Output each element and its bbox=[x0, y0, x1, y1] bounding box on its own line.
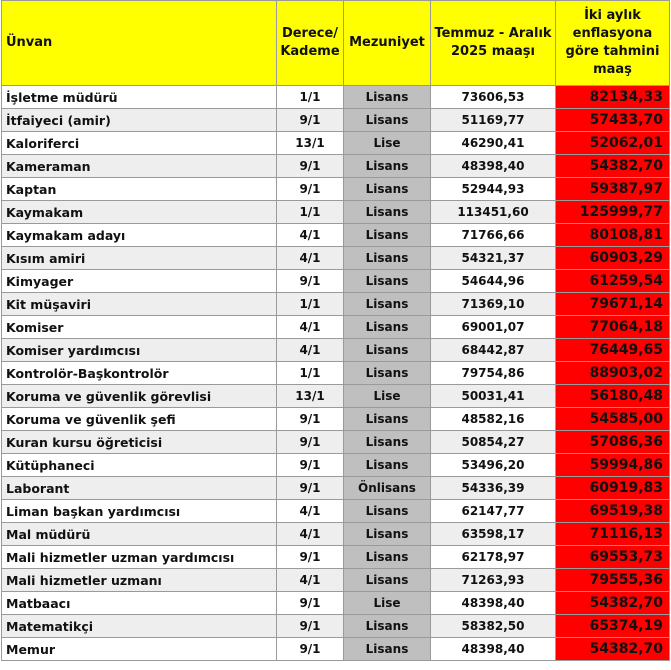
cell-education: Lisans bbox=[344, 155, 431, 178]
cell-education: Lise bbox=[344, 592, 431, 615]
cell-grade: 4/1 bbox=[277, 224, 344, 247]
table-row bbox=[2, 132, 670, 155]
cell-title: Kuran kursu öğreticisi bbox=[2, 431, 277, 454]
cell-estimate: 125999,77 bbox=[556, 201, 670, 224]
cell-education: Lisans bbox=[344, 500, 431, 523]
cell-education: Lise bbox=[344, 385, 431, 408]
cell-salary: 50854,27 bbox=[431, 431, 556, 454]
table-row bbox=[2, 638, 670, 661]
cell-salary: 48582,16 bbox=[431, 408, 556, 431]
table-row bbox=[2, 270, 670, 293]
cell-salary: 48398,40 bbox=[431, 155, 556, 178]
cell-education: Lisans bbox=[344, 247, 431, 270]
cell-title: Memur bbox=[2, 638, 277, 661]
header-salary: Temmuz - Aralık 2025 maaşı bbox=[431, 1, 556, 86]
cell-grade: 4/1 bbox=[277, 316, 344, 339]
cell-title: Laborant bbox=[2, 477, 277, 500]
cell-grade: 9/1 bbox=[277, 178, 344, 201]
cell-education: Lisans bbox=[344, 615, 431, 638]
cell-grade: 9/1 bbox=[277, 270, 344, 293]
cell-salary: 51169,77 bbox=[431, 109, 556, 132]
cell-salary: 73606,53 bbox=[431, 86, 556, 109]
cell-salary: 52944,93 bbox=[431, 178, 556, 201]
cell-estimate: 61259,54 bbox=[556, 270, 670, 293]
cell-title: Koruma ve güvenlik şefi bbox=[2, 408, 277, 431]
cell-salary: 58382,50 bbox=[431, 615, 556, 638]
table-row bbox=[2, 615, 670, 638]
cell-grade: 9/1 bbox=[277, 546, 344, 569]
table-header-row bbox=[2, 1, 670, 86]
cell-title: Matbaacı bbox=[2, 592, 277, 615]
table-row bbox=[2, 454, 670, 477]
cell-salary: 54336,39 bbox=[431, 477, 556, 500]
cell-salary: 53496,20 bbox=[431, 454, 556, 477]
cell-salary: 48398,40 bbox=[431, 638, 556, 661]
cell-estimate: 56180,48 bbox=[556, 385, 670, 408]
cell-title: Koruma ve güvenlik görevlisi bbox=[2, 385, 277, 408]
cell-title: Komiser yardımcısı bbox=[2, 339, 277, 362]
cell-salary: 79754,86 bbox=[431, 362, 556, 385]
cell-estimate: 60919,83 bbox=[556, 477, 670, 500]
cell-grade: 9/1 bbox=[277, 431, 344, 454]
cell-estimate: 59387,97 bbox=[556, 178, 670, 201]
cell-grade: 9/1 bbox=[277, 109, 344, 132]
cell-grade: 4/1 bbox=[277, 339, 344, 362]
cell-education: Lisans bbox=[344, 569, 431, 592]
cell-salary: 62147,77 bbox=[431, 500, 556, 523]
cell-education: Lisans bbox=[344, 523, 431, 546]
cell-title: Mali hizmetler uzmanı bbox=[2, 569, 277, 592]
cell-salary: 46290,41 bbox=[431, 132, 556, 155]
cell-title: Kaloriferci bbox=[2, 132, 277, 155]
cell-grade: 4/1 bbox=[277, 500, 344, 523]
cell-title: Kontrolör-Başkontrolör bbox=[2, 362, 277, 385]
cell-estimate: 57086,36 bbox=[556, 431, 670, 454]
cell-title: Kaymakam bbox=[2, 201, 277, 224]
cell-education: Lisans bbox=[344, 201, 431, 224]
cell-education: Lisans bbox=[344, 109, 431, 132]
cell-title: Matematikçi bbox=[2, 615, 277, 638]
cell-estimate: 52062,01 bbox=[556, 132, 670, 155]
cell-education: Lisans bbox=[344, 270, 431, 293]
cell-grade: 1/1 bbox=[277, 201, 344, 224]
cell-estimate: 77064,18 bbox=[556, 316, 670, 339]
table-row bbox=[2, 109, 670, 132]
cell-estimate: 71116,13 bbox=[556, 523, 670, 546]
header-grade: Derece/ Kademe bbox=[277, 1, 344, 86]
cell-estimate: 54382,70 bbox=[556, 592, 670, 615]
cell-salary: 71766,66 bbox=[431, 224, 556, 247]
table-row bbox=[2, 362, 670, 385]
cell-title: Mal müdürü bbox=[2, 523, 277, 546]
cell-education: Lisans bbox=[344, 362, 431, 385]
cell-education: Lise bbox=[344, 132, 431, 155]
cell-title: İtfaiyeci (amir) bbox=[2, 109, 277, 132]
cell-grade: 13/1 bbox=[277, 132, 344, 155]
cell-grade: 9/1 bbox=[277, 155, 344, 178]
table-row bbox=[2, 408, 670, 431]
cell-title: Kameraman bbox=[2, 155, 277, 178]
header-title: Ünvan bbox=[2, 1, 277, 86]
cell-education: Lisans bbox=[344, 546, 431, 569]
cell-education: Lisans bbox=[344, 86, 431, 109]
table-row bbox=[2, 500, 670, 523]
table-row bbox=[2, 339, 670, 362]
cell-education: Lisans bbox=[344, 638, 431, 661]
table-row bbox=[2, 293, 670, 316]
cell-estimate: 57433,70 bbox=[556, 109, 670, 132]
cell-title: Kaptan bbox=[2, 178, 277, 201]
cell-education: Lisans bbox=[344, 178, 431, 201]
header-education: Mezuniyet bbox=[344, 1, 431, 86]
cell-estimate: 82134,33 bbox=[556, 86, 670, 109]
cell-estimate: 54382,70 bbox=[556, 638, 670, 661]
cell-grade: 4/1 bbox=[277, 523, 344, 546]
table-body bbox=[2, 86, 670, 661]
table-row bbox=[2, 546, 670, 569]
cell-education: Lisans bbox=[344, 408, 431, 431]
cell-estimate: 79555,36 bbox=[556, 569, 670, 592]
table-row bbox=[2, 224, 670, 247]
cell-grade: 1/1 bbox=[277, 293, 344, 316]
cell-grade: 9/1 bbox=[277, 408, 344, 431]
header-estimate: İki aylık enflasyona göre tahmini maaş bbox=[556, 1, 670, 86]
cell-title: Kaymakam adayı bbox=[2, 224, 277, 247]
cell-estimate: 88903,02 bbox=[556, 362, 670, 385]
cell-salary: 54321,37 bbox=[431, 247, 556, 270]
cell-salary: 113451,60 bbox=[431, 201, 556, 224]
table-row bbox=[2, 385, 670, 408]
cell-salary: 69001,07 bbox=[431, 316, 556, 339]
cell-grade: 1/1 bbox=[277, 362, 344, 385]
table-row bbox=[2, 247, 670, 270]
cell-title: Kit müşaviri bbox=[2, 293, 277, 316]
salary-table bbox=[1, 0, 670, 661]
cell-title: İşletme müdürü bbox=[2, 86, 277, 109]
cell-title: Komiser bbox=[2, 316, 277, 339]
cell-title: Mali hizmetler uzman yardımcısı bbox=[2, 546, 277, 569]
table-row bbox=[2, 178, 670, 201]
cell-education: Lisans bbox=[344, 224, 431, 247]
cell-title: Liman başkan yardımcısı bbox=[2, 500, 277, 523]
cell-grade: 9/1 bbox=[277, 477, 344, 500]
cell-estimate: 60903,29 bbox=[556, 247, 670, 270]
cell-title: Kimyager bbox=[2, 270, 277, 293]
table-row bbox=[2, 316, 670, 339]
cell-grade: 1/1 bbox=[277, 86, 344, 109]
cell-salary: 71263,93 bbox=[431, 569, 556, 592]
cell-grade: 13/1 bbox=[277, 385, 344, 408]
table-row bbox=[2, 592, 670, 615]
cell-salary: 68442,87 bbox=[431, 339, 556, 362]
cell-title: Kütüphaneci bbox=[2, 454, 277, 477]
cell-grade: 4/1 bbox=[277, 569, 344, 592]
cell-salary: 63598,17 bbox=[431, 523, 556, 546]
cell-estimate: 65374,19 bbox=[556, 615, 670, 638]
cell-salary: 48398,40 bbox=[431, 592, 556, 615]
cell-grade: 9/1 bbox=[277, 615, 344, 638]
cell-education: Lisans bbox=[344, 454, 431, 477]
cell-estimate: 54382,70 bbox=[556, 155, 670, 178]
cell-salary: 54644,96 bbox=[431, 270, 556, 293]
cell-estimate: 69553,73 bbox=[556, 546, 670, 569]
cell-estimate: 59994,86 bbox=[556, 454, 670, 477]
cell-education: Önlisans bbox=[344, 477, 431, 500]
table-row bbox=[2, 155, 670, 178]
cell-education: Lisans bbox=[344, 339, 431, 362]
cell-grade: 9/1 bbox=[277, 638, 344, 661]
table-row bbox=[2, 431, 670, 454]
table-row bbox=[2, 569, 670, 592]
table-row bbox=[2, 523, 670, 546]
cell-education: Lisans bbox=[344, 431, 431, 454]
cell-grade: 9/1 bbox=[277, 454, 344, 477]
cell-education: Lisans bbox=[344, 293, 431, 316]
cell-estimate: 76449,65 bbox=[556, 339, 670, 362]
cell-estimate: 69519,38 bbox=[556, 500, 670, 523]
table-row bbox=[2, 477, 670, 500]
cell-estimate: 79671,14 bbox=[556, 293, 670, 316]
cell-estimate: 80108,81 bbox=[556, 224, 670, 247]
cell-grade: 4/1 bbox=[277, 247, 344, 270]
cell-title: Kısım amiri bbox=[2, 247, 277, 270]
table-row bbox=[2, 201, 670, 224]
cell-salary: 71369,10 bbox=[431, 293, 556, 316]
cell-salary: 50031,41 bbox=[431, 385, 556, 408]
cell-education: Lisans bbox=[344, 316, 431, 339]
table-row bbox=[2, 86, 670, 109]
cell-salary: 62178,97 bbox=[431, 546, 556, 569]
cell-estimate: 54585,00 bbox=[556, 408, 670, 431]
cell-grade: 9/1 bbox=[277, 592, 344, 615]
